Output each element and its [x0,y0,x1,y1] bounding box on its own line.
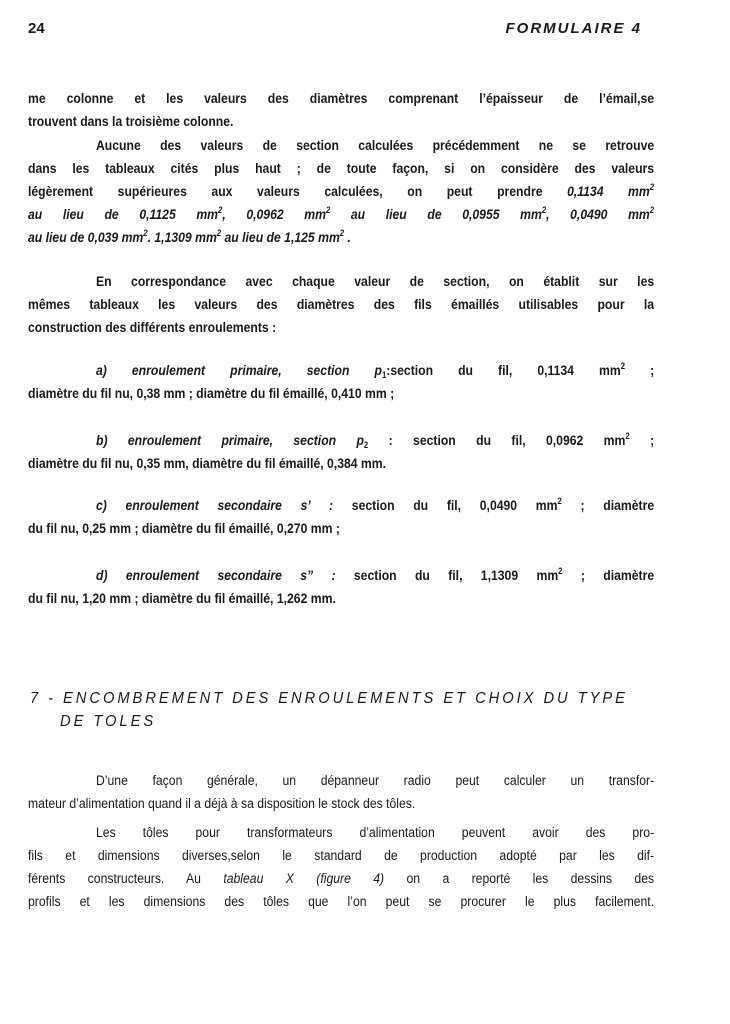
text-line: profils et les dimensions des tôles que l’on peut se procurer le plus facilement. [28,894,655,910]
text-line: D’une façon générale, un dépanneur radio peut calculer un transfor- [96,773,655,789]
value: 0,1134 mm [567,184,650,200]
text-run: au lieu de 1,125 mm [221,230,340,246]
text-line: Les tôles pour transformateurs d’alimentation peuvent avoir des pro- [96,825,655,841]
section-heading-cont: DE TOLES [60,713,157,730]
value-run [567,184,654,200]
item-label: a) enroulement primaire, section p [96,363,382,379]
text-run: : [368,433,414,449]
text-line: du fil nu, 0,25 mm ; diamètre du fil émaillé, 0,270 mm ; [28,521,340,537]
exponent: 2 [625,431,630,441]
exponent: 2 [216,228,222,238]
item-label: b) enroulement primaire, section p [96,433,364,449]
exponent: 2 [218,205,223,215]
text-run: ; diamètre [562,568,655,584]
text-line [28,206,654,225]
list-item-a [96,362,654,381]
table-reference: tableau X (figure 4) [223,871,385,887]
text-run: au lieu de 0,0955 mm [330,207,542,223]
text-run: ; [625,363,655,379]
text-line [28,870,654,889]
text-run: férents constructeurs. Au [28,871,224,887]
text-line [28,183,654,202]
text-run: ; diamètre [561,498,655,514]
text-line: diamètre du fil nu, 0,38 mm ; diamètre du fil émaillé, 0,410 mm ; [28,386,395,402]
text-line: En correspondance avec chaque valeur de section, on établit sur les [96,274,655,290]
text-run: section du fil, 1,1309 mm [353,568,559,584]
subscript: 1 [381,370,387,380]
text-line [28,229,654,248]
text-run: au lieu de 0,039 mm [28,230,144,246]
running-title: FORMULAIRE 4 [505,20,642,37]
text-line: Aucune des valeurs de section calculées précédemment ne se retrouve [96,138,655,154]
exponent: 2 [339,228,345,238]
list-item-c [96,497,654,516]
text-line: dans les tableaux cités plus haut ; de toute façon, si on considère des valeurs [28,161,655,177]
item-label: d) enroulement secondaire s” : [96,568,354,584]
list-item-b [96,432,654,451]
item-label: c) enroulement secondaire s’ : [96,498,352,514]
text-run: section du fil, 0,0962 mm [413,433,626,449]
exponent: 2 [541,205,547,215]
exponent: 2 [649,182,655,192]
text-run: ; [629,433,655,449]
text-line: me colonne et les valeurs des diamètres comprenant l’épaisseur de l’émail,se [28,91,655,107]
text-line: construction des différents enroulements : [28,320,277,336]
section-heading: 7 - ENCOMBREMENT DES ENROULEMENTS ET CHOIX DU TYPE [30,690,628,707]
exponent: 2 [649,205,655,215]
text-run: . 1,1309 mm [147,230,217,246]
exponent: 2 [325,205,331,215]
text-run: , 0,0490 mm [546,207,650,223]
text-run: section du fil, 0,0490 mm [351,498,558,514]
exponent: 2 [557,496,562,506]
text-line: fils et dimensions diverses,selon le standard de production adopté par les dif- [28,848,655,864]
text-line: mêmes tableaux les valeurs des diamètres des fils émaillés utilisables pour la [28,297,655,313]
text-run: . [344,230,351,246]
list-item-d [96,567,654,586]
text-run: légèrement supérieures aux valeurs calculées, on peut prendre [28,184,568,200]
exponent: 2 [558,566,563,576]
text-run: on a reporté les dessins des [384,871,655,887]
text-line: du fil nu, 1,20 mm ; diamètre du fil émaillé, 1,262 mm. [28,591,336,607]
exponent: 2 [143,228,148,238]
subscript: 2 [363,440,369,450]
text-run: au lieu de 0,1125 mm [28,207,219,223]
page-number: 24 [28,20,45,37]
text-line: trouvent dans la troisième colonne. [28,114,234,130]
text-run: , 0,0962 mm [222,207,326,223]
text-line: mateur d’alimentation quand il a déjà à sa disposition le stock des tôles. [28,796,416,812]
text-line: diamètre du fil nu, 0,35 mm, diamètre du fil émaillé, 0,384 mm. [28,456,387,472]
exponent: 2 [620,361,626,371]
text-run: section du fil, 0,1134 mm [390,363,621,379]
text-run: : [386,363,391,379]
